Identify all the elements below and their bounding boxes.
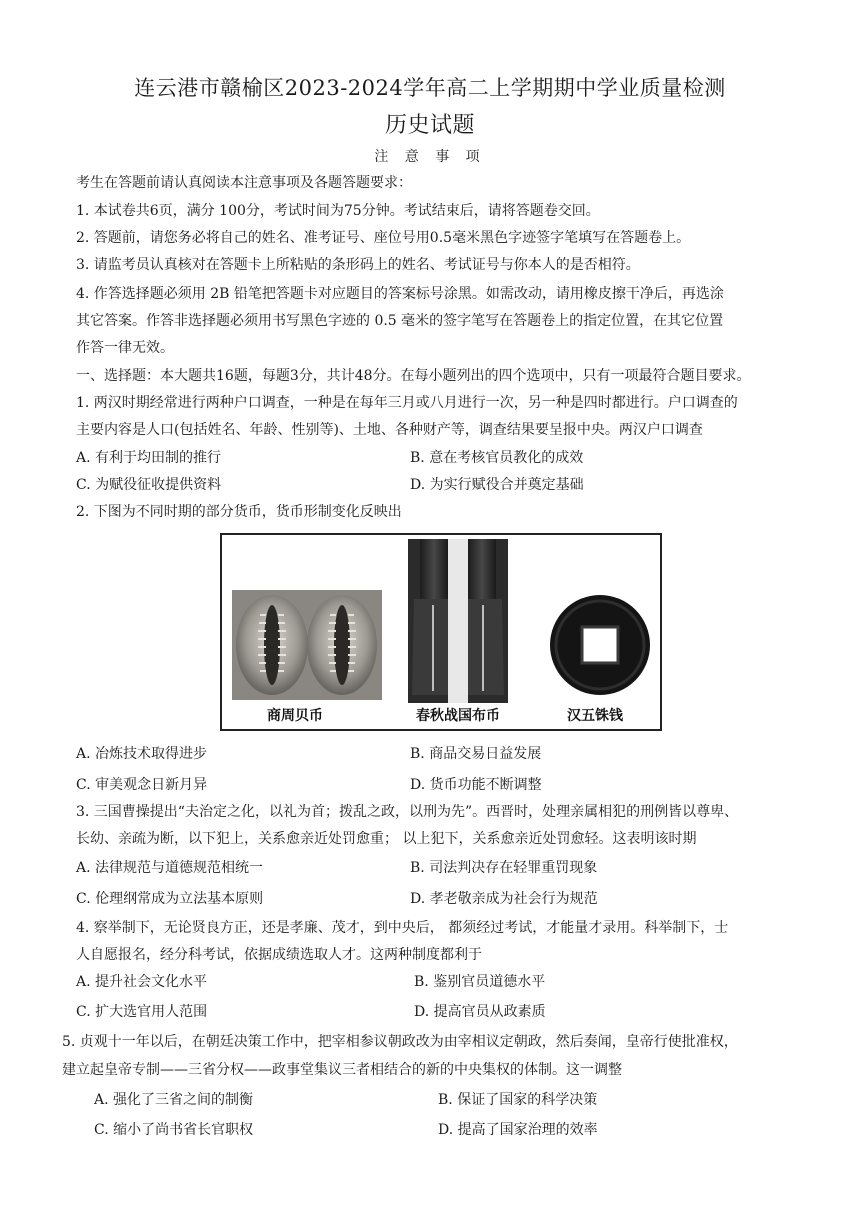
shell-coin-image	[232, 590, 382, 700]
q1-stem-line-1: 1. 两汉时期经常进行两种户口调查，一种是在每年三月或八月进行一次，另一种是四时都进行。户口调查的	[76, 395, 738, 411]
q5-stem-line-2: 建立起皇帝专制——三省分权——政事堂集议三者相结合的新的中央集权的体制。这一调整	[62, 1062, 622, 1078]
q1-option-b: B. 意在考核官员教化的成效	[410, 450, 584, 466]
q2-option-a: A. 冶炼技术取得进步	[76, 746, 208, 762]
q4-option-c: C. 扩大选官用人范围	[76, 1004, 208, 1020]
wuzhu-coin-image	[550, 595, 650, 695]
caption-spade-coin: 春秋战国布币	[416, 708, 500, 724]
currency-figure	[220, 533, 662, 731]
q5-option-a: A. 强化了三省之间的制衡	[94, 1092, 254, 1108]
q4-stem-line-2: 人自愿报名，经分科考试，依据成绩选取人才。这两种制度都利于	[76, 947, 482, 963]
q4-option-b: B. 鉴别官员道德水平	[414, 974, 546, 990]
q1-stem-line-2: 主要内容是人口(包括姓名、年龄、性别等)、土地、各种财产等，调查结果要呈报中央。两汉户口调查	[76, 422, 703, 438]
notice-item-4-end: 作答一律无效。	[76, 340, 174, 356]
q4-stem-line-1: 4. 察举制下，无论贤良方正，还是孝廉、茂才，到中央后， 都须经过考试，才能量才录用。科举制下，士	[76, 920, 729, 936]
q5-option-b: B. 保证了国家的科学决策	[438, 1092, 598, 1108]
q1-option-c: C. 为赋役征收提供资料	[76, 477, 222, 493]
q2-stem-line-1: 2. 下图为不同时期的部分货币，货币形制变化反映出	[76, 504, 402, 520]
q3-option-d: D. 孝老敬亲成为社会行为规范	[410, 891, 598, 907]
q5-stem-line-1: 5. 贞观十一年以后，在朝廷决策工作中，把宰相参议朝政改为由宰相议定朝政，然后奏闻，皇帝行使批准权，	[62, 1034, 738, 1050]
caption-wuzhu-coin: 汉五铢钱	[567, 708, 623, 724]
q3-option-b: B. 司法判决存在轻罪重罚现象	[410, 860, 598, 876]
q3-stem-line-1: 3. 三国曹操提出“夫治定之化，以礼为首；拨乱之政，以刑为先”。西晋时，处理亲属相犯的刑例皆以尊卑、	[76, 804, 739, 820]
q1-option-a: A. 有利于均田制的推行	[76, 450, 222, 466]
notice-item-1: 1. 本试卷共6页，满分 100分，考试时间为75分钟。考试结束后，请将答题卷交回。	[76, 203, 600, 219]
q5-option-d: D. 提高了国家治理的效率	[438, 1122, 598, 1138]
q3-stem-line-2: 长幼、亲疏为断，以下犯上，关系愈亲近处罚愈重； 以上犯下，关系愈亲近处罚愈轻。这表明该时期	[76, 831, 697, 847]
spade-coin-image	[408, 539, 508, 703]
notice-title: 注 意 事 项	[374, 149, 486, 165]
q3-option-a: A. 法律规范与道德规范相统一	[76, 860, 264, 876]
q4-option-d: D. 提高官员从政素质	[414, 1004, 546, 1020]
section-heading: 一、选择题：本大题共16题，每题3分，共计48分。在每小题列出的四个选项中，只有一项最符合题目要求。	[76, 368, 751, 384]
notice-intro: 考生在答题前请认真阅读本注意事项及各题答题要求：	[76, 175, 412, 191]
caption-shell-coin: 商周贝币	[267, 708, 323, 724]
notice-item-3: 3. 请监考员认真核对在答题卡上所粘贴的条形码上的姓名、考试证号与你本人的是否相符。	[76, 257, 640, 273]
q3-option-c: C. 伦理纲常成为立法基本原则	[76, 891, 264, 907]
q2-option-c: C. 审美观念日新月异	[76, 777, 208, 793]
exam-title: 连云港市赣榆区2023-2024学年高二上学期期中学业质量检测	[134, 76, 726, 100]
q2-option-d: D. 货币功能不断调整	[410, 777, 542, 793]
q4-option-a: A. 提升社会文化水平	[76, 974, 208, 990]
subject-title: 历史试题	[384, 113, 475, 138]
q1-option-d: D. 为实行赋役合并奠定基础	[410, 477, 584, 493]
notice-item-2: 2. 答题前，请您务必将自己的姓名、准考证号、座位号用0.5毫米黑色字迹签字笔填写在答题卷上。	[76, 230, 691, 246]
q5-option-c: C. 缩小了尚书省长官职权	[94, 1122, 254, 1138]
q2-option-b: B. 商品交易日益发展	[410, 746, 542, 762]
notice-item-4: 4. 作答选择题必须用 2B 铅笔把答题卡对应题目的答案标号涂黑。如需改动，请用橡皮擦干净后，再选涂	[76, 286, 724, 302]
notice-item-4-cont: 其它答案。作答非选择题必须用书写黑色字迹的 0.5 毫米的签字笔写在答题卷上的指定位置，在其它位置	[76, 313, 724, 329]
